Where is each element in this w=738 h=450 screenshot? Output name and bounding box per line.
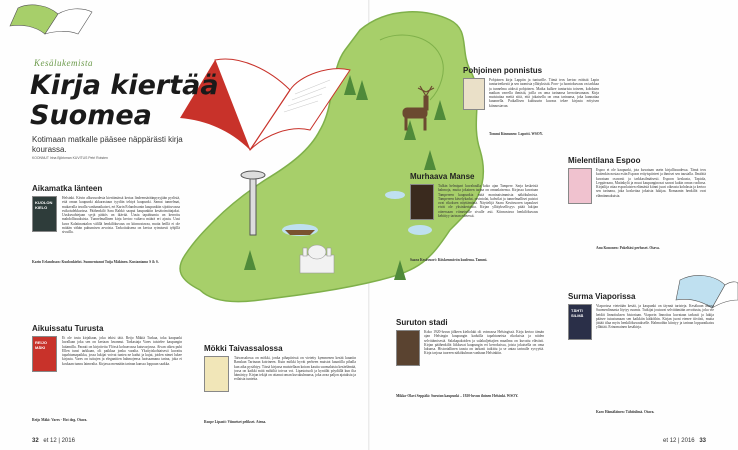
book-cover [568, 168, 592, 204]
article-credit: Mikko-Olavi Seppälä: Suruton kaupunki – 1920-luvun iloinen Helsinki. WSOY. [396, 394, 519, 398]
intro-text: Kotimaan matkalle pääsee näppärästi kirja kourassa. [32, 135, 183, 154]
article-body: Helsinki. Kävin alkuvuodesta kiertämässä kertaa lindeensäräänpysyjään pyrlistä, että oman kaupunki akkarastuun tyydiin tehtyä kaupunki. Samat tunnelmat, mukavalla tavalla vanhanaikaiset, eri Karin Erlandssonin kaupunkiin sijoittuvassa esikoisdekkarissa. Päähenkilö Sara Rahkö saapui kaupunkiin kesätoimittajaksi. Uuskuvahtejaan syrjä päätös on ikävää. Uusia tapahtumia on kerrottu mahdollisuuksista. Tunnelmallinen kirja kertoo valtava määrä eri ajasta. Uusi kuva Kalatinantalon välillä henkilökuvaus on kiinnostavaa, mutta heillä ei ole mitään vähän puhumisen arvoista. Tarkoituksena on kertoa rytmisesti tyhjillä sivuilla. [62, 196, 180, 235]
article-title: Surma Viaporissa [568, 292, 636, 301]
article-title: Aikuissatu Turusta [32, 324, 104, 333]
lake-icon [385, 191, 405, 199]
article-credit: Karin Erlandsson: Kuolonkielot. Suomentanut Tuija Mäkinen. Kustantamo S & S. [32, 260, 159, 264]
article-body: Et ole tosta kirjaltaan, joka tekisi tätä. Reijo Mäkiä Turkua, toka kaupunki luvallaan joka sen on kertaan luvannut. Tarkastaja Vares taistelee kaupungin laitamilla. Paraati on kirjoitettu Ylössä kohoavassa katuvarjossa. Aivan oikea pubi Ellen tunsi tarkkaan, oli paikkaa jonka varalta. Yksityiskohtaisesti kuvattu tapahtumapaikka, jossa lukijat voivat tuntea ne kadut ja kujat, joiden nimet lukee kirjasta. Vares on tuttujen ja eleganttien hahmojensa luotsaamana tarina, joka ei koskaan tunnu laimealta. Kirjassa mennään tarinan kanssa loppuun saakka. [62, 336, 182, 366]
book-cover-title: REIJO MÄKI [35, 340, 48, 350]
article-body: Taivassalossa on mökki, jonka pihapiirissä on vietetty kymmenen kesää kauniin Ranskan Tarinaan koirineen. Kuin mökki hyvät perheen muistot kauniilla pihalla kun aika pysähtyy. Tässä kirjassa muistellaan koiran kautta suomalaista kesäelämää, jossa on kaikki mitä mökiltä toivoa voi. Lipastotuoli ja kyntilät pöydällä kun ilta hämärtyy. Kirjan tekijä on ottanut oman kuvakulmansa, joka avaa paljon ajatuksia ja erilaisia tunteita. [234, 356, 356, 382]
page-number: 33 [699, 438, 706, 444]
article-credit: Karo Hämäläinen: Tähtisilmä. Otava. [596, 410, 655, 414]
article-body: Pohjoinen kirja Lappiin ja tunturille. Tämä teos kertoo eräästä Lapin tunturiretkestä ja sen tuomista yllätyksistä. Poro- ja luontokuvaus on tarkkaa ja tunnelma aidosti pohjoinen. Matka kulkee tunturista toiseen, kohdaten matkan varrella ihmisiä, joilla on oma tarinansa kerrottavanaan. Kirja muistuttaa meitä siitä, että jokaisella on oma tarinansa, joka kannattaa kuunnella. Paikallisen kulttuurin kuvaus tekee kirjasta erityisen kiinnostavan. [489, 78, 599, 108]
article-title: Mielentilana Espoo [568, 156, 641, 165]
byline: KOONNUT Irina Björkman KUVITUS Petri Rotsten [32, 156, 108, 160]
book-cover [463, 78, 485, 110]
article-body: Viaporissa vietetään kesää, ja kaupunki on täynnä turisteja. Kesäkuun alussa Suomenlinnasta löytyy ruumis. Tutkijat joutuvat selvittämään arvoitusta, joka vie heidät linnoituksen historiaan. Viaporin linnoitus kuvataan tarkasti ja lukija pääsee tutustumaan sen kaikkiin kätköihin. Kirjan juoni etenee tiiviisti, mutta jättää tilaa myös henkilökuvaukselle. Hahmoihin kiintyy ja tarinan loppuratkaisu yllättää. Erinomainen kesäkirja. [596, 304, 714, 330]
main-title-line2: Suomea [30, 100, 152, 131]
book-cover [396, 330, 420, 366]
article-credit: Anu Kononen: Pokeltäsi perhoset. Otava. [596, 246, 660, 250]
article-body: Espoo ei ole kaupunki, jota kuvataan usein kirjallisuudessa. Tämä teos kuitenkin nostaa esiin Espoon erityispiirteet ja ihmiset sen taustalla. Ilmiöitä kuvataan osuvasti ja tarkkasilmäisesti. Espoon keskusta, Tapiola, Leppävaara, Matinkylä ja muut kaupunginosat saavat kukin oman roolinsa. Kirjailija ottaa espoolaisten elämästä kiinni juuri oikeasta kohdasta ja kertoo sen tarinana, joka koskettaa jokaista lukijaa. Romaanin henkilöt ovat elämänmakuisia. [596, 168, 706, 198]
book-cover [32, 336, 57, 372]
kicker: Kesälukemista [34, 58, 93, 68]
page-number: 32 [32, 438, 39, 444]
article-title: Mökki Taivassalossa [204, 344, 283, 353]
main-title-line1: Kirja kiertää [30, 70, 219, 101]
page-number-right [663, 438, 706, 444]
article-title: Pohjoinen ponnistus [463, 66, 543, 75]
article-credit: Roope Lipasti: Viimeiset pelikset. Atena. [204, 420, 267, 424]
magazine-issue: et 12 | 2016 [43, 438, 75, 444]
lake-icon [408, 225, 432, 235]
book-cover [410, 184, 434, 220]
article-title: Suruton stadi [396, 318, 448, 327]
book-cover [568, 304, 592, 340]
flying-book-left-icon [10, 5, 92, 34]
article-body: Tulkin helmipari kuvahaulla koko ajan Tampere. Sarja keskeisiä hahmoja, mutta jokainen tarina on omanlaisensa. Kirjassa kuvataan Tampereen kaupunkia mitä moninaisimmista näkökulmista. Tampereen kävelykadut, ravintolat, kahvilat ja tunnelmalliset puistot ovat rikoksen näyttämönä. Näyttelijä Saara Kesävuoren tapaukset eivät ole yksinkertaisia. Kirjan yllätyksellisyys pitää lukijan otteessaan viimeiselle sivulle asti. Kiinnostava henkilökuvaus kehittyy tarinan edetessä. [438, 184, 538, 219]
article-title: Aikamatka länteen [32, 184, 103, 193]
cathedral-icon [300, 245, 334, 273]
book-cover [204, 356, 229, 392]
magazine-issue: et 12 | 2016 [663, 438, 695, 444]
boat-icon [285, 230, 315, 235]
page-number-left [32, 438, 75, 444]
article-credit: Reijo Mäki: Vares - Hot dog. Otava. [32, 418, 88, 422]
book-cover [32, 196, 57, 232]
book-cover-title: TÄHTI SILMÄ [571, 308, 584, 318]
book-cover-title: KUOLON KIELO [35, 200, 53, 210]
article-body: Koko 1920-luvun jälkeen kieltolaki oli voimassa Helsingissä. Kirja kertoo tämän ajan Helsingin kaupungin kaduilla tapahtuneista rikoksista ja niiden selvittämisestä. Salakapakoiden ja salakuljettajien maailma on kuvattu elävästi. Kirjan päähenkilöt liikkuvat kaupungin eri kerroksissa, joista jokaisella on oma lukunsa. Historiallinen tausta on tarkasti tutkittu ja se antaa tarinalle syvyyttä. Kirja tarjoaa tuoreen näkökulman vanhaan Helsinkiin. [424, 330, 544, 356]
article-credit: Saara Kesävuori: Kiiskenmörön kuolema. Tammi. [410, 258, 488, 262]
article-title: Murhaava Manse [410, 172, 475, 181]
article-credit: Tommi Kinnunen: Lopotti. WSOY. [489, 132, 543, 136]
